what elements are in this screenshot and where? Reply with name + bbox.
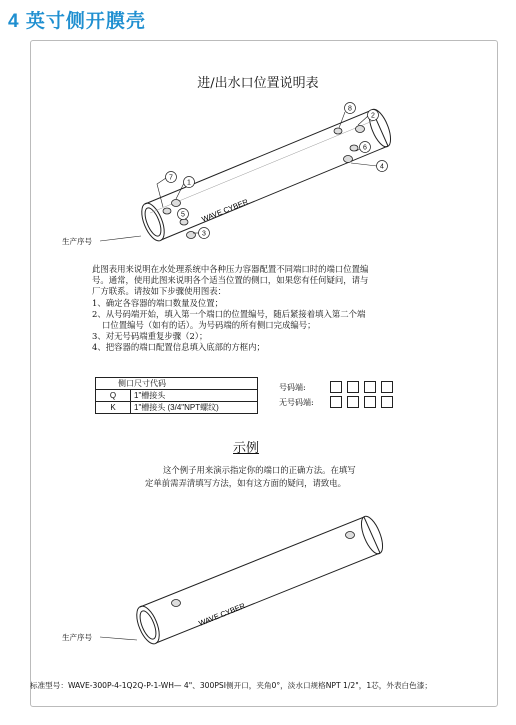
example-port-nubs — [172, 532, 355, 607]
port-label-1: 1 — [187, 179, 191, 187]
brand-mark-example: WAVE CYBER — [197, 601, 247, 628]
instruction-step: 口位置编号（如有的话）。为号码端的所有侧口完成编号； — [102, 320, 316, 331]
port-entry-box[interactable] — [347, 396, 359, 408]
table-row — [96, 390, 258, 402]
instruction-step: 1、确定各容器的端口数量及位置； — [92, 297, 223, 308]
port-label-6: 6 — [363, 144, 367, 152]
instruction-step: 2、从号码端开始，填入第一个端口的位置编号，随后紧接着填入第二个端 — [92, 308, 366, 319]
port-label-2: 2 — [371, 112, 375, 120]
port-size-code-table — [95, 377, 258, 414]
code-cell: Q — [96, 390, 131, 402]
example-desc-line: 定单前需弄清填写方法，如有这方面的疑问，请致电。 — [145, 477, 346, 488]
example-desc-line: 这个例子用来演示指定你的端口的正确方法。在填写 — [163, 465, 356, 475]
instruction-step: 3、对无号码端重复步骤（2）； — [92, 331, 208, 342]
code-cell: K — [96, 402, 131, 414]
port-entry-box[interactable] — [364, 381, 376, 393]
table-row — [96, 402, 258, 414]
port-label-4: 4 — [380, 163, 384, 171]
port-entry-box[interactable] — [381, 381, 393, 393]
serial-label-example: 生产序号 — [62, 633, 92, 642]
instruction-line: 号。通常，使用此图来说明各个适当位置的侧口，如果您有任何疑问，请与 — [92, 275, 369, 286]
instruction-step: 4、把容器的端口配置信息填入底部的方框内； — [92, 342, 265, 353]
code-desc-cell: 1"槽接头 — [131, 390, 258, 402]
port-entry-box[interactable] — [330, 396, 342, 408]
port-entry-box[interactable] — [347, 381, 359, 393]
diagram-title: 进/出水口位置说明表 — [197, 76, 319, 91]
port-label-5: 5 — [181, 211, 185, 219]
port-entry-box[interactable] — [330, 381, 342, 393]
numbered-end-label: 号码端: — [279, 382, 306, 392]
serial-label-top: 生产序号 — [62, 237, 92, 246]
code-desc-cell: 1"槽接头 (3/4"NPT螺纹) — [131, 402, 258, 414]
unnumbered-end-label: 无号码端: — [279, 397, 314, 407]
port-entry-box[interactable] — [381, 396, 393, 408]
instruction-line: 此图表用来说明在水处理系统中各种压力容器配置不同端口时的端口位置编 — [92, 264, 369, 274]
example-serial-leader — [100, 637, 137, 640]
brand-mark-top: WAVE CYBER — [200, 197, 250, 224]
example-description — [145, 464, 356, 489]
model-number-text: 标准型号：WAVE-300P-4-1Q2Q-P-1-WH— 4"、300PSI侧开口，夹角0°，淡水口规格NPT 1/2"，1芯，外表白色漆； — [30, 681, 432, 690]
instruction-line: 厂方联系。请按如下步骤使用图表： — [92, 286, 226, 297]
port-label-3: 3 — [202, 230, 206, 238]
port-entry-box[interactable] — [364, 396, 376, 408]
port-label-8: 8 — [348, 105, 352, 113]
section-heading: 4 英寸侧开膜壳 — [8, 11, 146, 32]
callout-circles — [166, 103, 388, 239]
port-label-7: 7 — [169, 174, 173, 182]
unnumbered-end-row — [279, 396, 393, 408]
instructions — [92, 264, 428, 354]
example-title: 示例 — [233, 441, 260, 456]
numbered-end-row — [279, 381, 393, 393]
code-table-header: 侧口尺寸代码 — [96, 378, 258, 390]
